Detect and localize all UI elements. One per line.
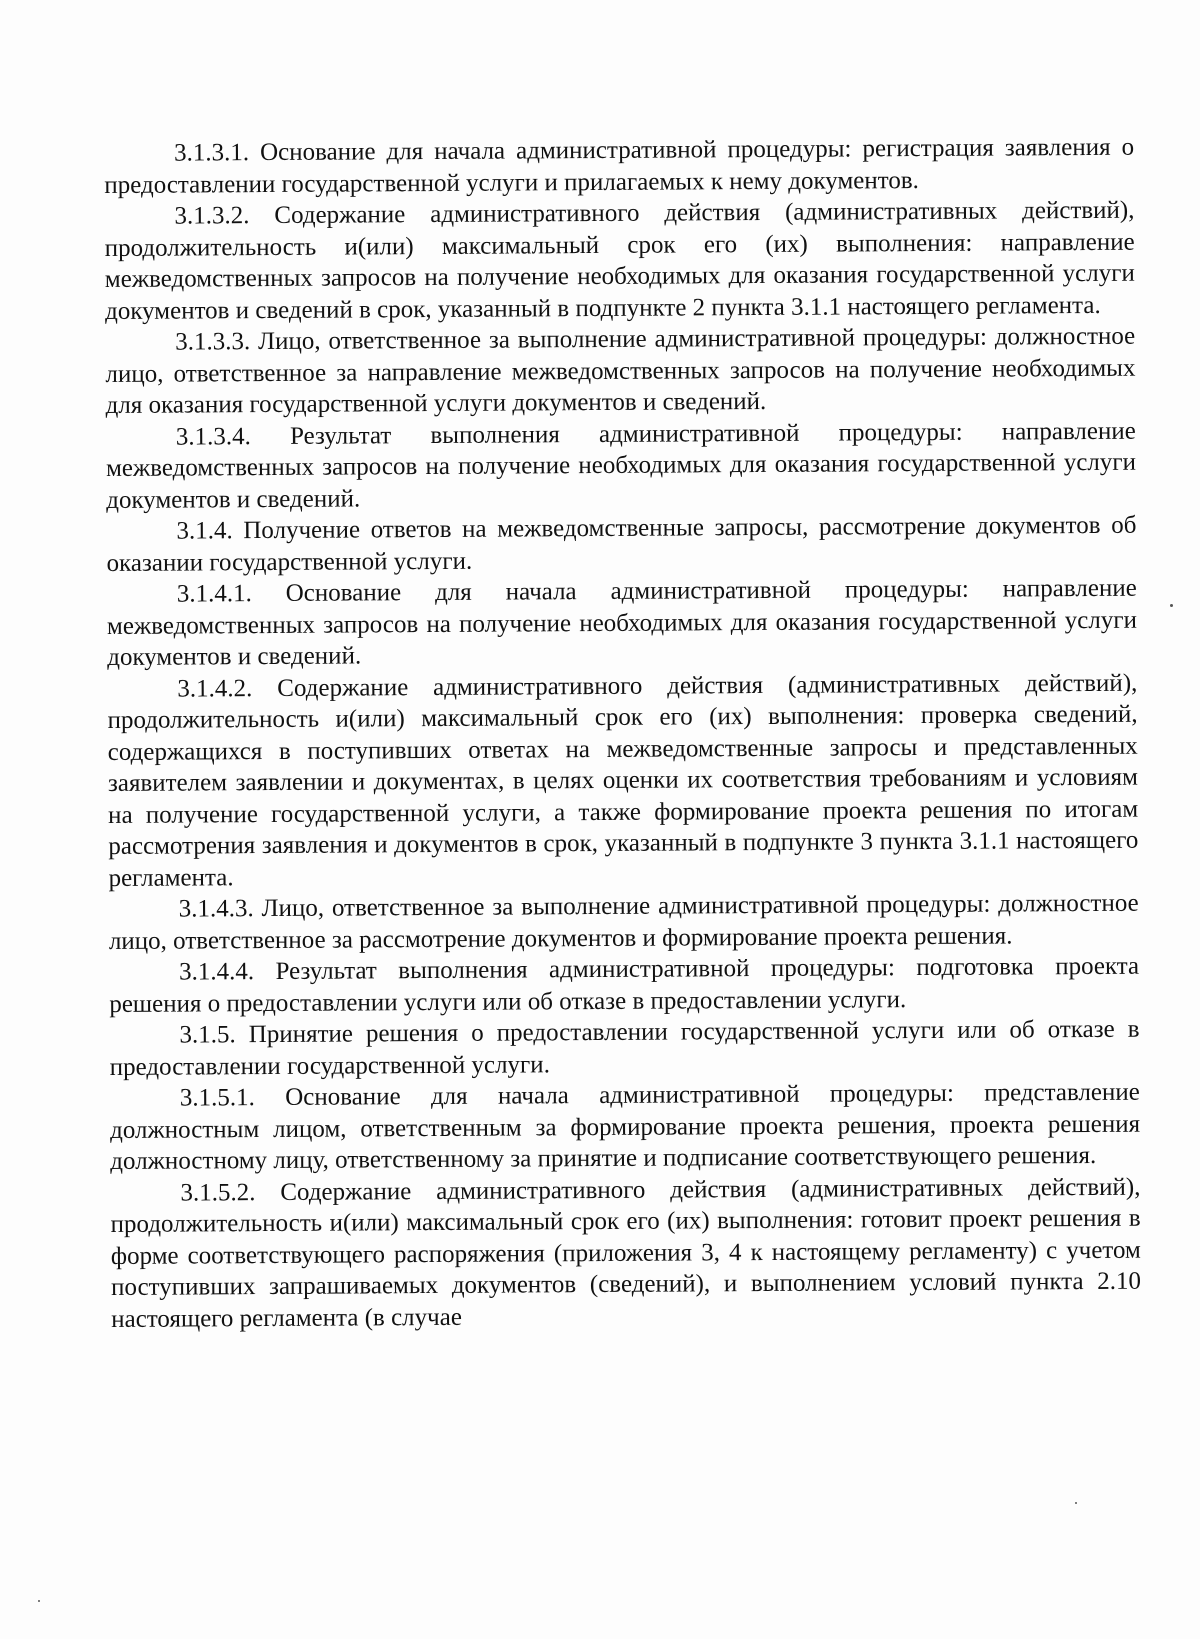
- scan-speck: [38, 1600, 40, 1602]
- scan-speck: [1075, 1502, 1077, 1504]
- paragraph-3-1-5: 3.1.5. Принятие решения о предоставлении государственной услуги или об отказе в предоставлении государственной услуги.: [109, 1015, 1140, 1081]
- scan-speck: [1170, 604, 1173, 607]
- paragraph-3-1-3-3: 3.1.3.3. Лицо, ответственное за выполнение административной процедуры: должностное лицо, ответственное за направление межведомственных запросов на получение необходимых для оказания государственной услуги документов и сведений.: [105, 322, 1136, 419]
- paragraph-3-1-5-1: 3.1.5.1. Основание для начала административной процедуры: представление должностным лицом, ответственным за формирование проекта решения, проекта решения должностному лицу, ответственному за принятие и подписание соответствующего решения.: [109, 1078, 1141, 1175]
- paragraph-3-1-3-4: 3.1.3.4. Результат выполнения административной процедуры: направление межведомственных запросов на получение необходимых для оказания государственной услуги документов и сведений.: [105, 417, 1137, 514]
- paragraph-3-1-4-4: 3.1.4.4. Результат выполнения административной процедуры: подготовка проекта решения о предоставлении услуги или об отказе в предоставлении услуги.: [109, 952, 1140, 1018]
- paragraph-3-1-4-3: 3.1.4.3. Лицо, ответственное за выполнение административной процедуры: должностное лицо, ответственное за рассмотрение документов и формирование проекта решения.: [108, 889, 1139, 955]
- paragraph-3-1-3-1: 3.1.3.1. Основание для начала административной процедуры: регистрация заявления о предоставлении государственной услуги и прилагаемых к нему документов.: [104, 133, 1135, 199]
- paragraph-3-1-3-2: 3.1.3.2. Содержание административного действия (административных действий), продолжительность и(или) максимальный срок его (их) выполнения: направление межведомственных запросов на получение необходимых для оказания государственной услуги документов и сведений в срок, указанный в подпункте 2 пункта 3.1.1 настоящего регламента.: [104, 196, 1135, 325]
- paragraph-3-1-4-1: 3.1.4.1. Основание для начала административной процедуры: направление межведомственных запросов на получение необходимых для оказания государственной услуги документов и сведений.: [106, 574, 1138, 671]
- paragraph-3-1-4: 3.1.4. Получение ответов на межведомственные запросы, рассмотрение документов об оказании государственной услуги.: [106, 511, 1137, 577]
- paragraph-3-1-5-2: 3.1.5.2. Содержание административного действия (административных действий), продолжительность и(или) максимальный срок его (их) выполнения: готовит проект решения в форме соответствующего распоряжения (приложения 3, 4 к настоящему регламенту) с учетом поступивших запрашиваемых документов (сведений), и выполнением условий пункта 2.10 настоящего регламента (в случае: [110, 1173, 1142, 1333]
- document-body: [104, 132, 1141, 1335]
- paragraph-3-1-4-2: 3.1.4.2. Содержание административного действия (административных действий), продолжительность и(или) максимальный срок его (их) выполнения: проверка сведений, содержащихся в поступивших ответах на межведомственные запросы и представленных заявителем заявлении и документах, в целях оценки их соответствия требованиям и условиям на получение государственной услуги, а также формирование проекта решения по итогам рассмотрения заявления и документов в срок, указанный в подпункте 3 пункта 3.1.1 настоящего регламента.: [107, 669, 1139, 892]
